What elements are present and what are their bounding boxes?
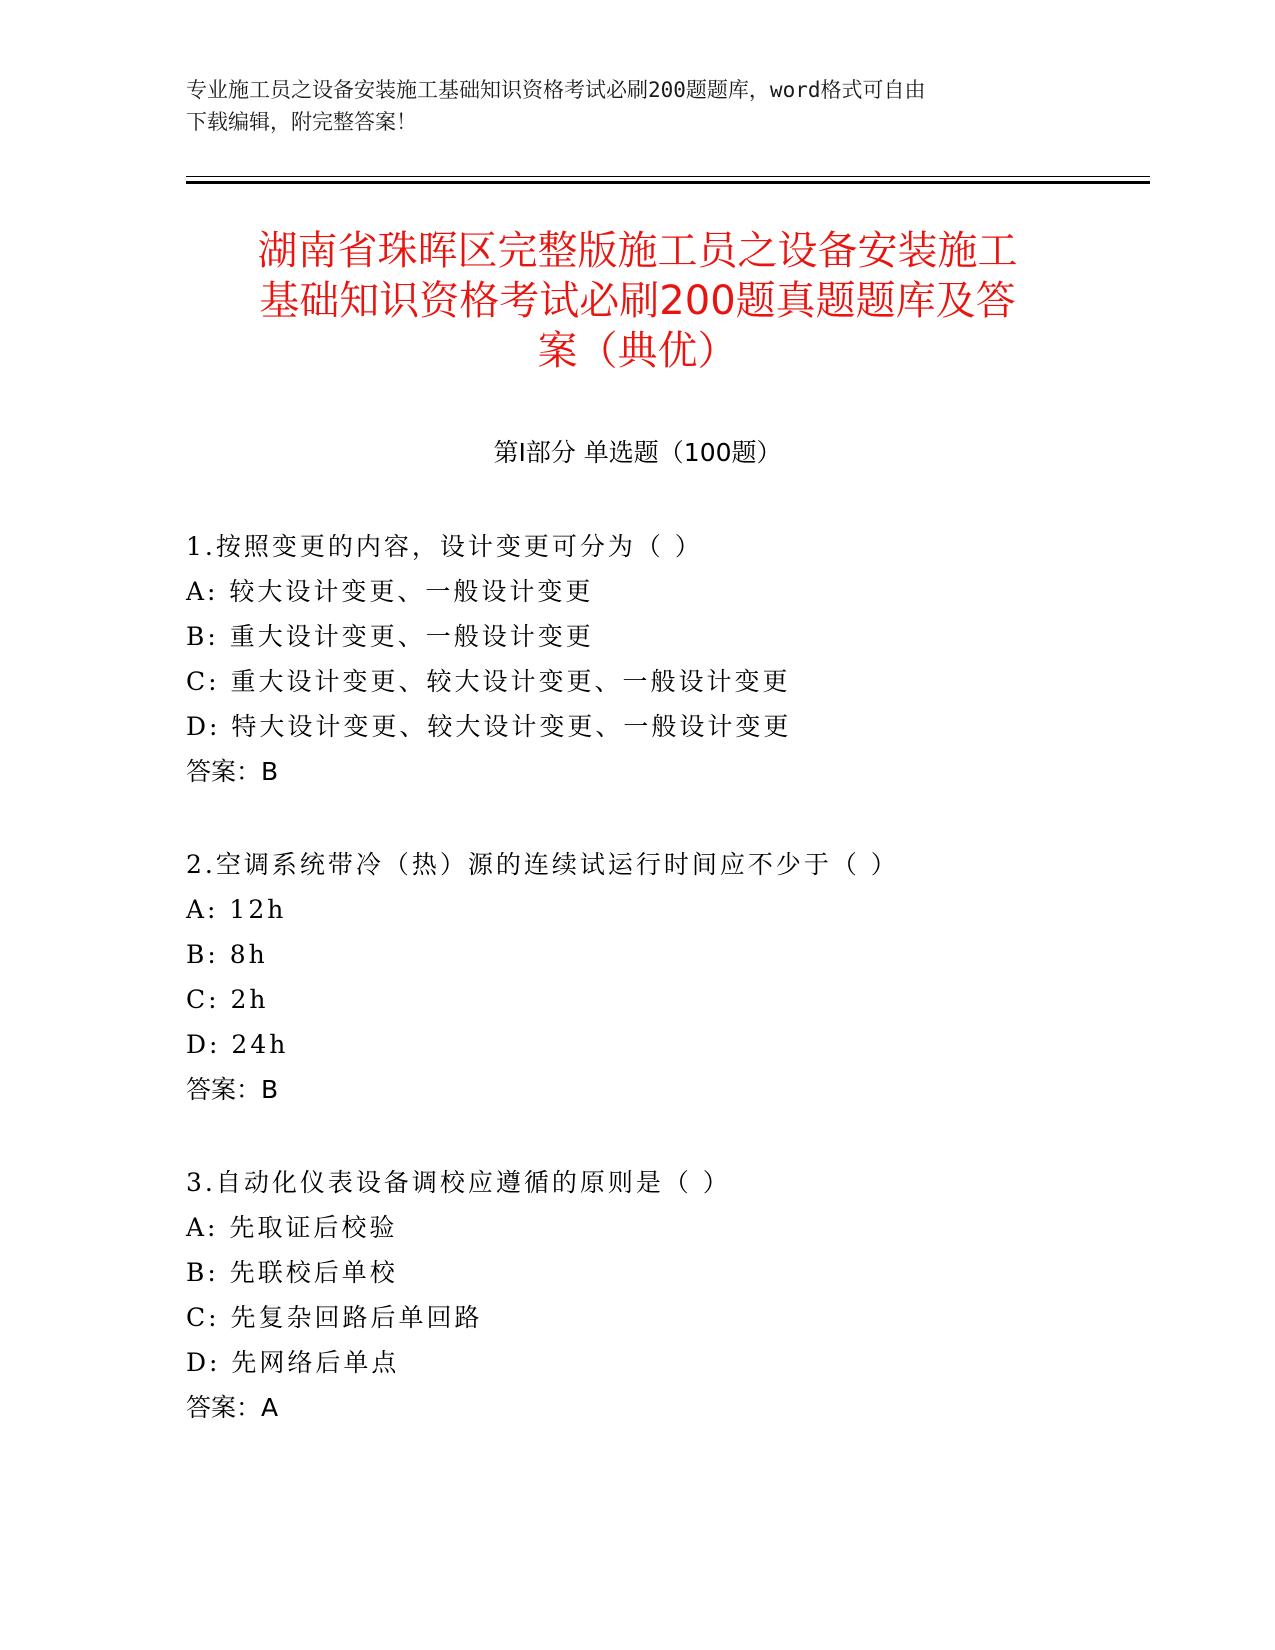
- header-note-line-2: 下载编辑，附完整答案！: [186, 110, 417, 134]
- title-line-2: 基础知识资格考试必刷200题真题题库及答: [259, 278, 1016, 324]
- answer-label: 答案：A: [186, 1393, 279, 1422]
- question-block-2: [186, 842, 1186, 1112]
- question-stem: 1.按照变更的内容，设计变更可分为（ ）: [186, 532, 703, 561]
- header-divider-thick: [186, 181, 1150, 184]
- option-b: B: 先联校后单校: [186, 1258, 398, 1287]
- option-d: D: 先网络后单点: [186, 1348, 400, 1377]
- option-a: A: 先取证后校验: [186, 1213, 398, 1242]
- header-divider-thin: [186, 176, 1150, 177]
- title-line-1: 湖南省珠晖区完整版施工员之设备安装施工: [257, 228, 1018, 274]
- option-c: C: 先复杂回路后单回路: [186, 1303, 483, 1332]
- header-note-line-1: 专业施工员之设备安装施工基础知识资格考试必刷200题题库，word格式可自由: [186, 78, 926, 102]
- document-header-note: [186, 74, 1086, 138]
- option-d: D: 特大设计变更、较大设计变更、一般设计变更: [186, 712, 792, 741]
- answer-label: 答案：B: [186, 757, 279, 786]
- document-title: [160, 226, 1115, 376]
- question-stem: 2.空调系统带冷（热）源的连续试运行时间应不少于（ ）: [186, 850, 899, 879]
- question-block-3: [186, 1160, 1186, 1430]
- option-b: B: 8h: [186, 940, 268, 969]
- option-b: B: 重大设计变更、一般设计变更: [186, 622, 594, 651]
- section-heading: 第Ⅰ部分 单选题（100题）: [493, 438, 782, 467]
- question-stem: 3.自动化仪表设备调校应遵循的原则是（ ）: [186, 1168, 731, 1197]
- option-a: A: 较大设计变更、一般设计变更: [186, 577, 594, 606]
- option-a: A: 12h: [186, 895, 287, 924]
- option-c: C: 重大设计变更、较大设计变更、一般设计变更: [186, 667, 791, 696]
- title-line-3: 案（典优）: [537, 328, 738, 374]
- option-d: D: 24h: [186, 1030, 289, 1059]
- option-c: C: 2h: [186, 985, 269, 1014]
- answer-label: 答案：B: [186, 1075, 279, 1104]
- question-block-1: [186, 524, 1186, 794]
